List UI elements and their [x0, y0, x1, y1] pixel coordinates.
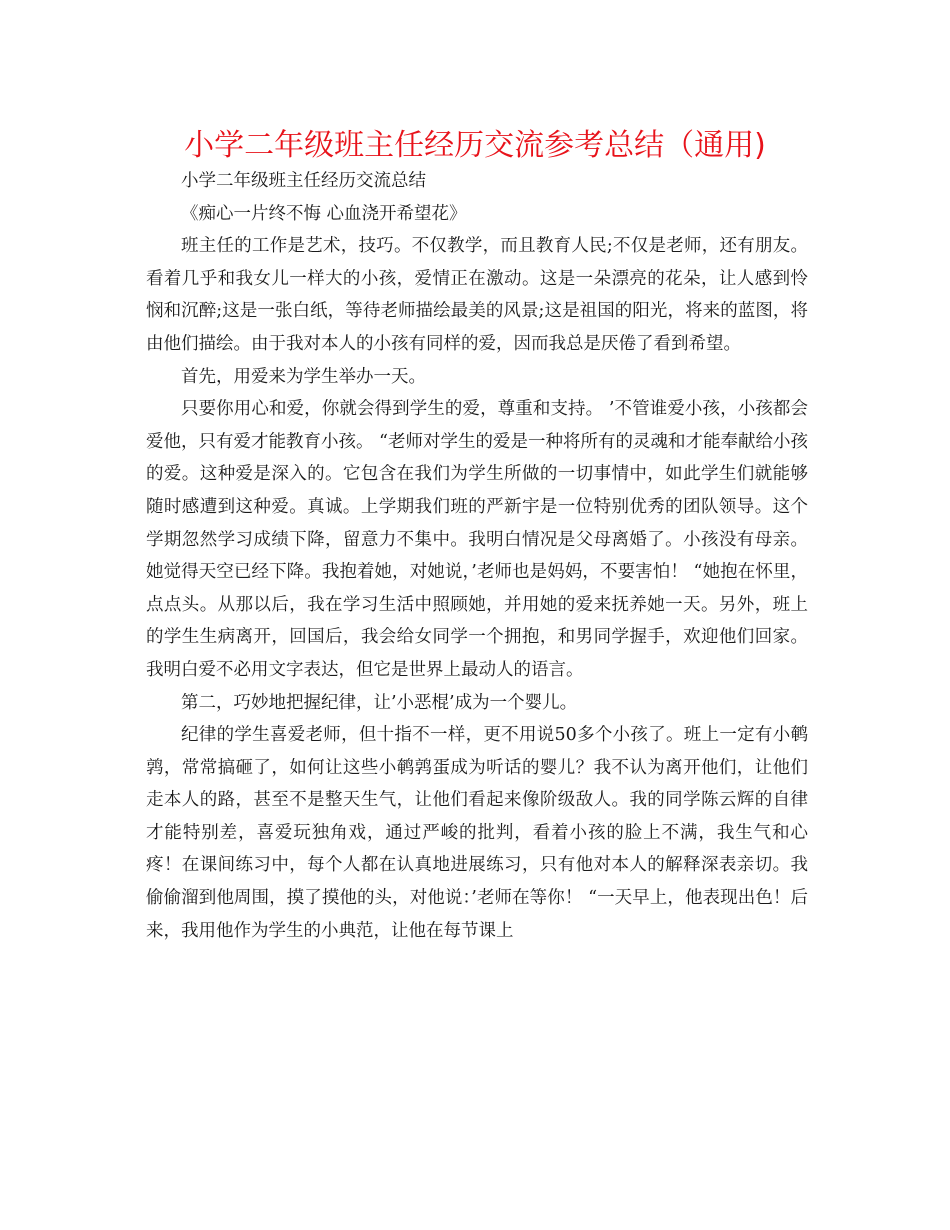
- document-title: 小学二年级班主任经历交流参考总结（通用): [184, 128, 766, 163]
- paragraph-heading-second: 第二，巧妙地把握纪律，让’小恶棍’成为一个婴儿。: [181, 692, 578, 713]
- document-body: [146, 165, 808, 947]
- paragraph-love: 只要你用心和爱，你就会得到学生的爱，尊重和支持。 ’不管谁爱小孩，小孩都会爱他，只有爱才能教育小孩。 “老师对学生的爱是一种将所有的灵魂和才能奉献给小孩的爱。这种爱是深入的。它包含在我们为学生所做的一切事情中，如此学生们就能够随时感遭到这种爱。真诚。上学期我们班的严新宇是一位特别优秀的团队领导。这个学期忽然学习成绩下降，留意力不集中。我明白情况是父母离婚了。小孩没有母亲。她觉得天空已经下降。我抱着她，对她说，’老师也是妈妈，不要害怕！ “她抱在怀里，点点头。从那以后，我在学习生活中照顾她，并用她的爱来抚养她一天。另外，班上的学生生病离开，回国后，我会给女同学一个拥抱，和男同学握手，欢迎他们回家。我明白爱不必用文字表达，但它是世界上最动人的语言。: [146, 399, 809, 680]
- paragraph-subtitle: 小学二年级班主任经历交流总结: [181, 171, 426, 191]
- paragraph-discipline: 纪律的学生喜爱老师，但十指不一样，更不用说50多个小孩了。班上一定有小鹌鹑，常常搞砸了，如何让这些小鹌鹑蛋成为听话的婴儿？我不认为离开他们，让他们走本人的路，甚至不是整天生气，让他们看起来像阶级敌人。我的同学陈云辉的自律才能特别差，喜爱玩独角戏，通过严峻的批判，看着小孩的脸上不满，我生气和心疼！在课间练习中，每个人都在认真地进展练习，只有他对本人的解释深表亲切。我偷偷溜到他周围，摸了摸他的头，对他说：’老师在等你！ “一天早上，他表现出色！后来，我用他作为学生的小典范，让他在每节课上: [146, 725, 808, 941]
- paragraph-heading-first: 首先，用爱来为学生举办一天。: [181, 366, 426, 387]
- paragraph-intro: 班主任的工作是艺术，技巧。不仅教学，而且教育人民;不仅是老师，还有朋友。看着几乎和我女儿一样大的小孩，爱情正在激动。这是一朵漂亮的花朵，让人感到怜悯和沉醉;这是一张白纸，等待老师描绘最美的风景;这是祖国的阳光，将来的蓝图，将由他们描绘。由于我对本人的小孩有同样的爱，因而我总是厌倦了看到希望。: [146, 236, 808, 354]
- paragraph-motto: 《痴心一片终不悔 心血浇开希望花》: [181, 203, 467, 224]
